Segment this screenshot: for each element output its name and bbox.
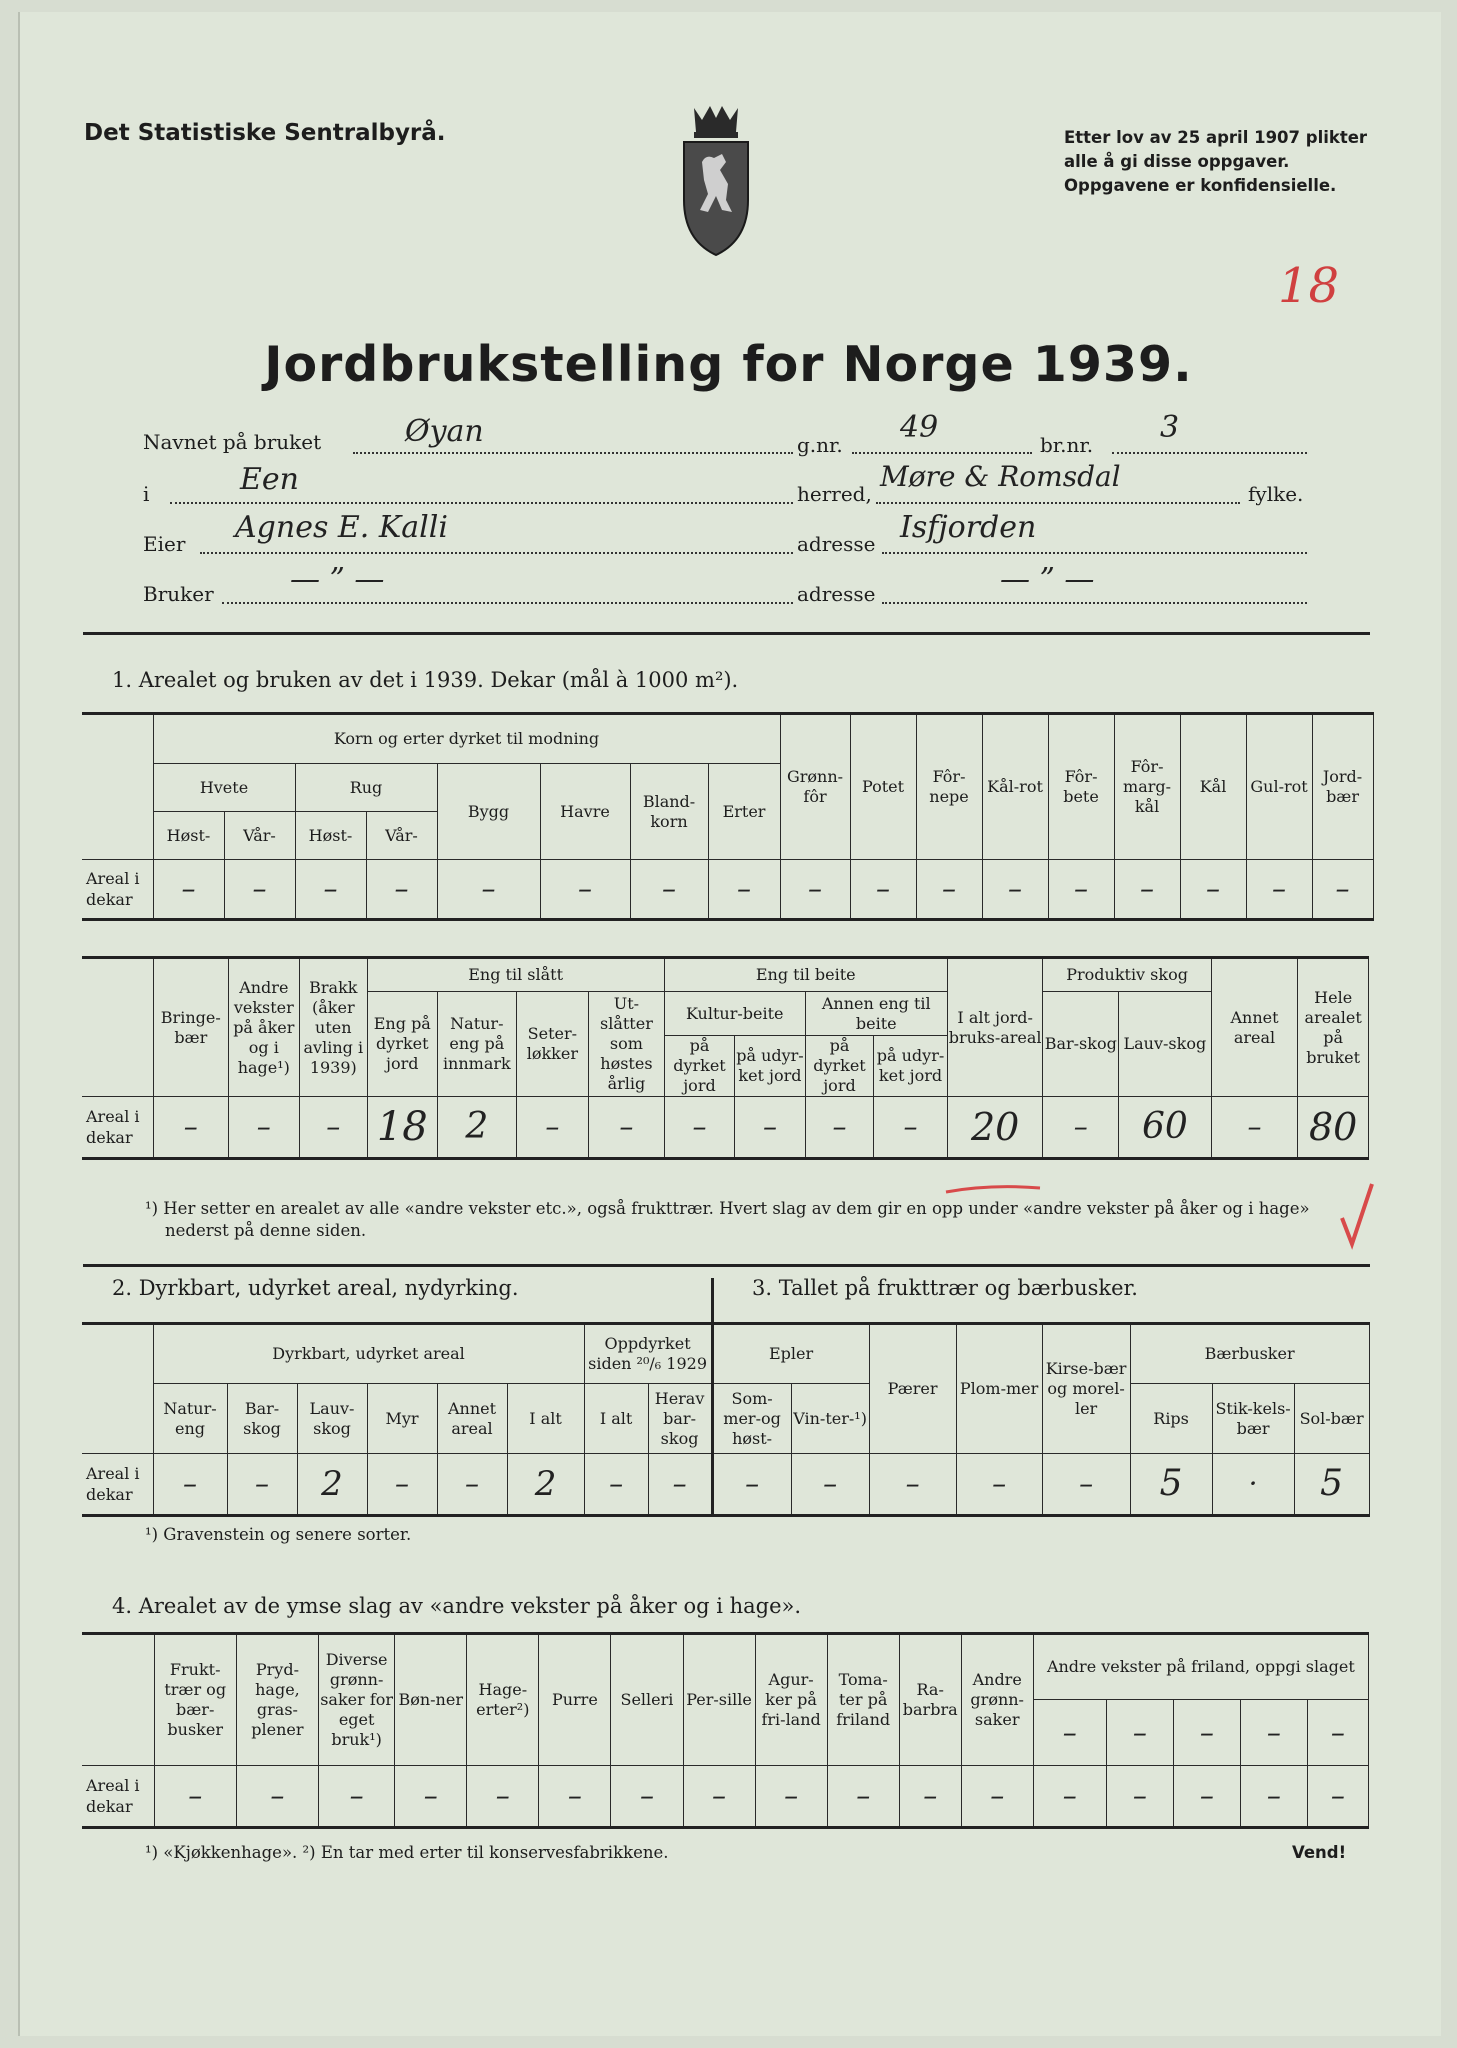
other-crop-cell[interactable]: – — [1240, 1766, 1307, 1828]
brnr-line — [1112, 452, 1307, 454]
group-annen-eng: Annen eng til beite — [805, 992, 947, 1036]
col-kalrot: Kål-rot — [982, 714, 1048, 860]
other-crop-cell[interactable]: – — [755, 1766, 827, 1828]
friland-slot[interactable]: – — [1173, 1700, 1240, 1766]
name-value[interactable]: Øyan — [405, 414, 484, 449]
bruker-label: Bruker — [143, 582, 214, 606]
crop-cell[interactable]: – — [1048, 860, 1114, 920]
i-line — [170, 502, 793, 504]
law-notice — [1064, 126, 1367, 198]
crop-cell[interactable]: – — [630, 860, 708, 920]
cultivation-cell[interactable]: – — [227, 1454, 297, 1516]
bruker-value[interactable]: — ” — — [290, 562, 385, 597]
land-cell[interactable]: – — [300, 1097, 367, 1159]
crop-cell[interactable]: – — [1114, 860, 1180, 920]
other-crop-cell[interactable]: – — [961, 1766, 1033, 1828]
land-cell[interactable]: – — [664, 1097, 735, 1159]
page-mark: 18 — [1278, 258, 1340, 314]
row-label: Areal i dekar — [82, 1766, 154, 1828]
crop-cell[interactable]: – — [850, 860, 916, 920]
col-havre: Havre — [540, 764, 630, 860]
i-label: i — [143, 482, 150, 506]
land-cell[interactable]: – — [874, 1097, 948, 1159]
group-produktiv-skog: Produktiv skog — [1043, 958, 1211, 992]
col-andre-vekster: Andre vekster på åker og i hage¹) — [228, 958, 300, 1097]
col-formargkal: Fôr-marg-kål — [1114, 714, 1180, 860]
land-cell[interactable]: – — [735, 1097, 806, 1159]
col-diverse: Diverse grønn-saker for eget bruk¹) — [319, 1634, 395, 1766]
col-eng-dyrket: Eng på dyrket jord — [367, 992, 438, 1097]
col-rug-host: Høst- — [295, 812, 366, 860]
col-bonner: Bøn-ner — [395, 1634, 467, 1766]
land-cell[interactable]: – — [805, 1097, 874, 1159]
col-potet: Potet — [850, 714, 916, 860]
col-kultur-dyrket: på dyrket jord — [664, 1036, 735, 1097]
section2-heading: 2. Dyrkbart, udyrket areal, nydyrking. — [112, 1276, 519, 1300]
col-kirsebaer: Kirse-bær og morel-ler — [1042, 1324, 1130, 1454]
col-bringebaer: Bringe-bær — [154, 958, 229, 1097]
col-gronnfor: Grønn-fôr — [780, 714, 850, 860]
crop-cell[interactable]: – — [708, 860, 780, 920]
col-i-alt: I alt — [507, 1384, 584, 1454]
other-crop-cell[interactable]: – — [154, 1766, 236, 1828]
land-cell[interactable]: 2 — [438, 1097, 517, 1159]
fruit-cell[interactable]: – — [791, 1454, 869, 1516]
col-tomater: Toma-ter på friland — [827, 1634, 899, 1766]
crop-cell[interactable]: – — [540, 860, 630, 920]
other-crop-cell[interactable]: – — [1033, 1766, 1106, 1828]
crop-cell[interactable]: – — [780, 860, 850, 920]
land-cell[interactable]: 20 — [947, 1097, 1043, 1159]
adresse-value-1[interactable]: Isfjorden — [900, 510, 1037, 545]
col-kal: Kål — [1180, 714, 1246, 860]
other-crop-cell[interactable]: – — [1173, 1766, 1240, 1828]
crop-cell[interactable]: – — [982, 860, 1048, 920]
name-line — [353, 452, 793, 454]
crop-cell[interactable]: – — [224, 860, 295, 920]
adresse-line-2 — [882, 602, 1307, 604]
col-rug: Rug — [295, 764, 437, 812]
other-crop-cell[interactable]: – — [467, 1766, 539, 1828]
crop-cell[interactable]: – — [1312, 860, 1373, 920]
bruker-line — [222, 602, 793, 604]
adresse-line-1 — [882, 552, 1307, 554]
law-line-2: alle å gi disse oppgaver. — [1064, 152, 1290, 171]
land-cell[interactable]: 18 — [367, 1097, 438, 1159]
i-value[interactable]: Een — [240, 462, 299, 497]
gnr-line — [852, 452, 1032, 454]
cultivation-cell[interactable]: – — [153, 1454, 227, 1516]
crop-cell[interactable]: – — [295, 860, 366, 920]
col-i-alt-jordbruk: I alt jord-bruks-areal — [947, 958, 1043, 1097]
cultivation-corner — [82, 1324, 153, 1454]
col-blandkorn: Bland-korn — [630, 764, 708, 860]
group-baerbusker: Bærbusker — [1130, 1324, 1369, 1384]
land-corner — [82, 958, 154, 1097]
group-epler: Epler — [712, 1324, 869, 1384]
crop-cell[interactable]: – — [1180, 860, 1246, 920]
brnr-label: br.nr. — [1040, 433, 1094, 457]
other-corner — [82, 1634, 154, 1766]
row-label: Areal i dekar — [82, 860, 153, 920]
section1-footnote: ¹) Her setter en arealet av alle «andre vekster etc.», også frukttrær. Hvert slag av dem gir en opp under «andre vekster på åker og i hage» nederst på denne siden. — [145, 1199, 1310, 1240]
section4-footnote: ¹) «Kjøkkenhage». ²) En tar med erter til konservesfabrikkene. — [145, 1843, 669, 1862]
fruit-cell[interactable]: – — [1042, 1454, 1130, 1516]
col-paerer: Pærer — [869, 1324, 956, 1454]
section2-footnote: ¹) Gravenstein og senere sorter. — [145, 1525, 412, 1544]
gnr-label: g.nr. — [797, 433, 843, 457]
crop-cell[interactable]: – — [437, 860, 540, 920]
col-stikkelsbaer: Stik-kels-bær — [1212, 1384, 1294, 1454]
col-hvete: Hvete — [153, 764, 295, 812]
col-brakk: Brakk (åker uten avling i 1939) — [300, 958, 367, 1097]
section-divider — [83, 1264, 1370, 1267]
col-natureng: Natur-eng på innmark — [438, 992, 517, 1097]
fruit-cell[interactable]: – — [712, 1454, 791, 1516]
form-title: Jordbrukstelling for Norge 1939. — [264, 336, 1193, 393]
col-solbaer: Sol-bær — [1294, 1384, 1369, 1454]
col-sommer: Som-mer-og høst- — [712, 1384, 791, 1454]
col-barskog: Bar-skog — [227, 1384, 297, 1454]
cultivation-cell[interactable]: – — [367, 1454, 437, 1516]
col-seterlokker: Seter-løkker — [516, 992, 589, 1097]
section1-heading: 1. Arealet og bruken av det i 1939. Dekar (mål à 1000 m²). — [112, 668, 739, 692]
col-herav-barskog: Herav bar-skog — [648, 1384, 712, 1454]
land-cell[interactable]: 60 — [1119, 1097, 1212, 1159]
other-crop-cell[interactable]: – — [827, 1766, 899, 1828]
col-vinter: Vin-ter-¹) — [791, 1384, 869, 1454]
herred-line — [876, 502, 1240, 504]
other-crop-cell[interactable]: – — [395, 1766, 467, 1828]
group-friland: Andre vekster på friland, oppgi slaget — [1033, 1634, 1368, 1700]
group-kulturbeite: Kultur-beite — [664, 992, 805, 1036]
adresse-value-2[interactable]: — ” — — [1000, 562, 1095, 597]
crops-corner — [82, 714, 153, 860]
brnr-value[interactable]: 3 — [1160, 410, 1180, 445]
col-oppdyrket-i-alt: I alt — [584, 1384, 648, 1454]
cultivation-cell[interactable]: 2 — [297, 1454, 367, 1516]
other-crop-cell[interactable]: – — [236, 1766, 318, 1828]
cultivation-cell[interactable]: 2 — [507, 1454, 584, 1516]
col-frukttraer: Frukt-trær og bær-busker — [154, 1634, 236, 1766]
other-crop-cell[interactable]: – — [539, 1766, 611, 1828]
col-hvete-host: Høst- — [153, 812, 224, 860]
col-kultur-udyrket: på udyr-ket jord — [735, 1036, 806, 1097]
fruit-cell[interactable]: – — [956, 1454, 1042, 1516]
land-cell[interactable]: – — [589, 1097, 665, 1159]
law-line-3: Oppgavene er konfidensielle. — [1064, 176, 1337, 195]
col-gulrot: Gul-rot — [1246, 714, 1312, 860]
section4-heading: 4. Arealet av de ymse slag av «andre vekster på åker og i hage». — [112, 1594, 802, 1618]
cultivation-cell[interactable]: – — [437, 1454, 507, 1516]
col-annen-udyrket: på udyr-ket jord — [874, 1036, 948, 1097]
col-hele-arealet: Hele arealet på bruket — [1298, 958, 1369, 1097]
col-forbete: Fôr-bete — [1048, 714, 1114, 860]
adresse-label-1: adresse — [797, 532, 876, 556]
col-prydhage: Pryd-hage, gras-plener — [236, 1634, 318, 1766]
turn-over-note: Vend! — [1292, 1843, 1347, 1862]
col-bygg: Bygg — [437, 764, 540, 860]
col-fornepe: Fôr-nepe — [916, 714, 982, 860]
other-crop-cell[interactable]: – — [683, 1766, 755, 1828]
adresse-label-2: adresse — [797, 582, 876, 606]
other-crop-cell[interactable]: – — [611, 1766, 683, 1828]
other-crop-cell[interactable]: – — [1307, 1766, 1368, 1828]
col-rips: Rips — [1130, 1384, 1212, 1454]
eier-value[interactable]: Agnes E. Kalli — [235, 510, 448, 545]
other-crop-cell[interactable]: – — [1106, 1766, 1173, 1828]
col-plommer: Plom-mer — [956, 1324, 1042, 1454]
land-cell[interactable]: – — [1211, 1097, 1298, 1159]
col-selleri: Selleri — [611, 1634, 683, 1766]
land-cell[interactable]: – — [154, 1097, 229, 1159]
col-lauvskog: Lauv-skog — [297, 1384, 367, 1454]
other-crops-table — [82, 1632, 1369, 1829]
col-natureng: Natur-eng — [153, 1384, 227, 1454]
group-oppdyrket: Oppdyrket siden ²⁰/₆ 1929 — [584, 1324, 712, 1384]
col-annet: Annet areal — [437, 1384, 507, 1454]
col-barskog: Bar-skog — [1043, 992, 1119, 1097]
col-hvete-var: Vår- — [224, 812, 295, 860]
crop-cell[interactable]: – — [916, 860, 982, 920]
col-myr: Myr — [367, 1384, 437, 1454]
land-cell[interactable]: – — [228, 1097, 300, 1159]
col-erter: Erter — [708, 764, 780, 860]
friland-slot[interactable]: – — [1307, 1700, 1368, 1766]
section3-heading: 3. Tallet på frukttrær og bærbusker. — [752, 1276, 1138, 1300]
group-dyrkbart: Dyrkbart, udyrket areal — [153, 1324, 584, 1384]
coat-of-arms-icon — [676, 100, 756, 260]
other-crop-cell[interactable]: – — [899, 1766, 961, 1828]
name-label: Navnet på bruket — [143, 430, 322, 454]
col-hageerter: Hage-erter²) — [467, 1634, 539, 1766]
friland-slot[interactable]: – — [1240, 1700, 1307, 1766]
friland-slot[interactable]: – — [1033, 1700, 1106, 1766]
col-utslatter: Ut-slåtter som høstes årlig — [589, 992, 665, 1097]
crop-cell[interactable]: – — [1246, 860, 1312, 920]
fruit-cell[interactable]: – — [869, 1454, 956, 1516]
section-divider — [83, 632, 1370, 635]
fruit-cell[interactable]: · — [1212, 1454, 1294, 1516]
land-use-table — [82, 956, 1369, 1160]
herred-value[interactable]: Møre & Romsdal — [880, 460, 1121, 493]
crop-cell[interactable]: – — [366, 860, 437, 920]
col-annet-areal: Annet areal — [1211, 958, 1298, 1097]
friland-slot[interactable]: – — [1106, 1700, 1173, 1766]
col-jordbaer: Jord-bær — [1312, 714, 1373, 860]
crops-table — [82, 712, 1374, 921]
group-eng-slatt: Eng til slått — [367, 958, 664, 992]
other-crop-cell[interactable]: – — [319, 1766, 395, 1828]
col-rabarbra: Ra-barbra — [899, 1634, 961, 1766]
col-rug-var: Vår- — [366, 812, 437, 860]
cultivation-table — [82, 1322, 1370, 1517]
crop-cell[interactable]: – — [153, 860, 224, 920]
eier-line — [200, 552, 793, 554]
cultivation-cell[interactable]: – — [648, 1454, 712, 1516]
col-persille: Per-sille — [683, 1634, 755, 1766]
row-label: Areal i dekar — [82, 1454, 153, 1516]
group-korn: Korn og erter dyrket til modning — [153, 714, 780, 764]
law-line-1: Etter lov av 25 april 1907 plikter — [1064, 128, 1368, 147]
land-cell[interactable]: – — [516, 1097, 589, 1159]
land-cell[interactable]: 80 — [1298, 1097, 1369, 1159]
col-lauvskog: Lauv-skog — [1119, 992, 1212, 1097]
col-purre: Purre — [539, 1634, 611, 1766]
land-cell[interactable]: – — [1043, 1097, 1119, 1159]
fylke-label: fylke. — [1248, 482, 1304, 506]
fruit-cell[interactable]: 5 — [1294, 1454, 1369, 1516]
eier-label: Eier — [143, 532, 186, 556]
row-label: Areal i dekar — [82, 1097, 154, 1159]
col-andre-gronnsaker: Andre grønn-saker — [961, 1634, 1033, 1766]
gnr-value[interactable]: 49 — [900, 410, 939, 445]
col-agurker: Agur-ker på fri-land — [755, 1634, 827, 1766]
fruit-cell[interactable]: 5 — [1130, 1454, 1212, 1516]
agency-name: Det Statistiske Sentralbyrå. — [84, 120, 446, 146]
group-eng-beite: Eng til beite — [664, 958, 947, 992]
col-annen-dyrket: på dyrket jord — [805, 1036, 874, 1097]
cultivation-cell[interactable]: – — [584, 1454, 648, 1516]
herred-label: herred, — [797, 482, 872, 506]
